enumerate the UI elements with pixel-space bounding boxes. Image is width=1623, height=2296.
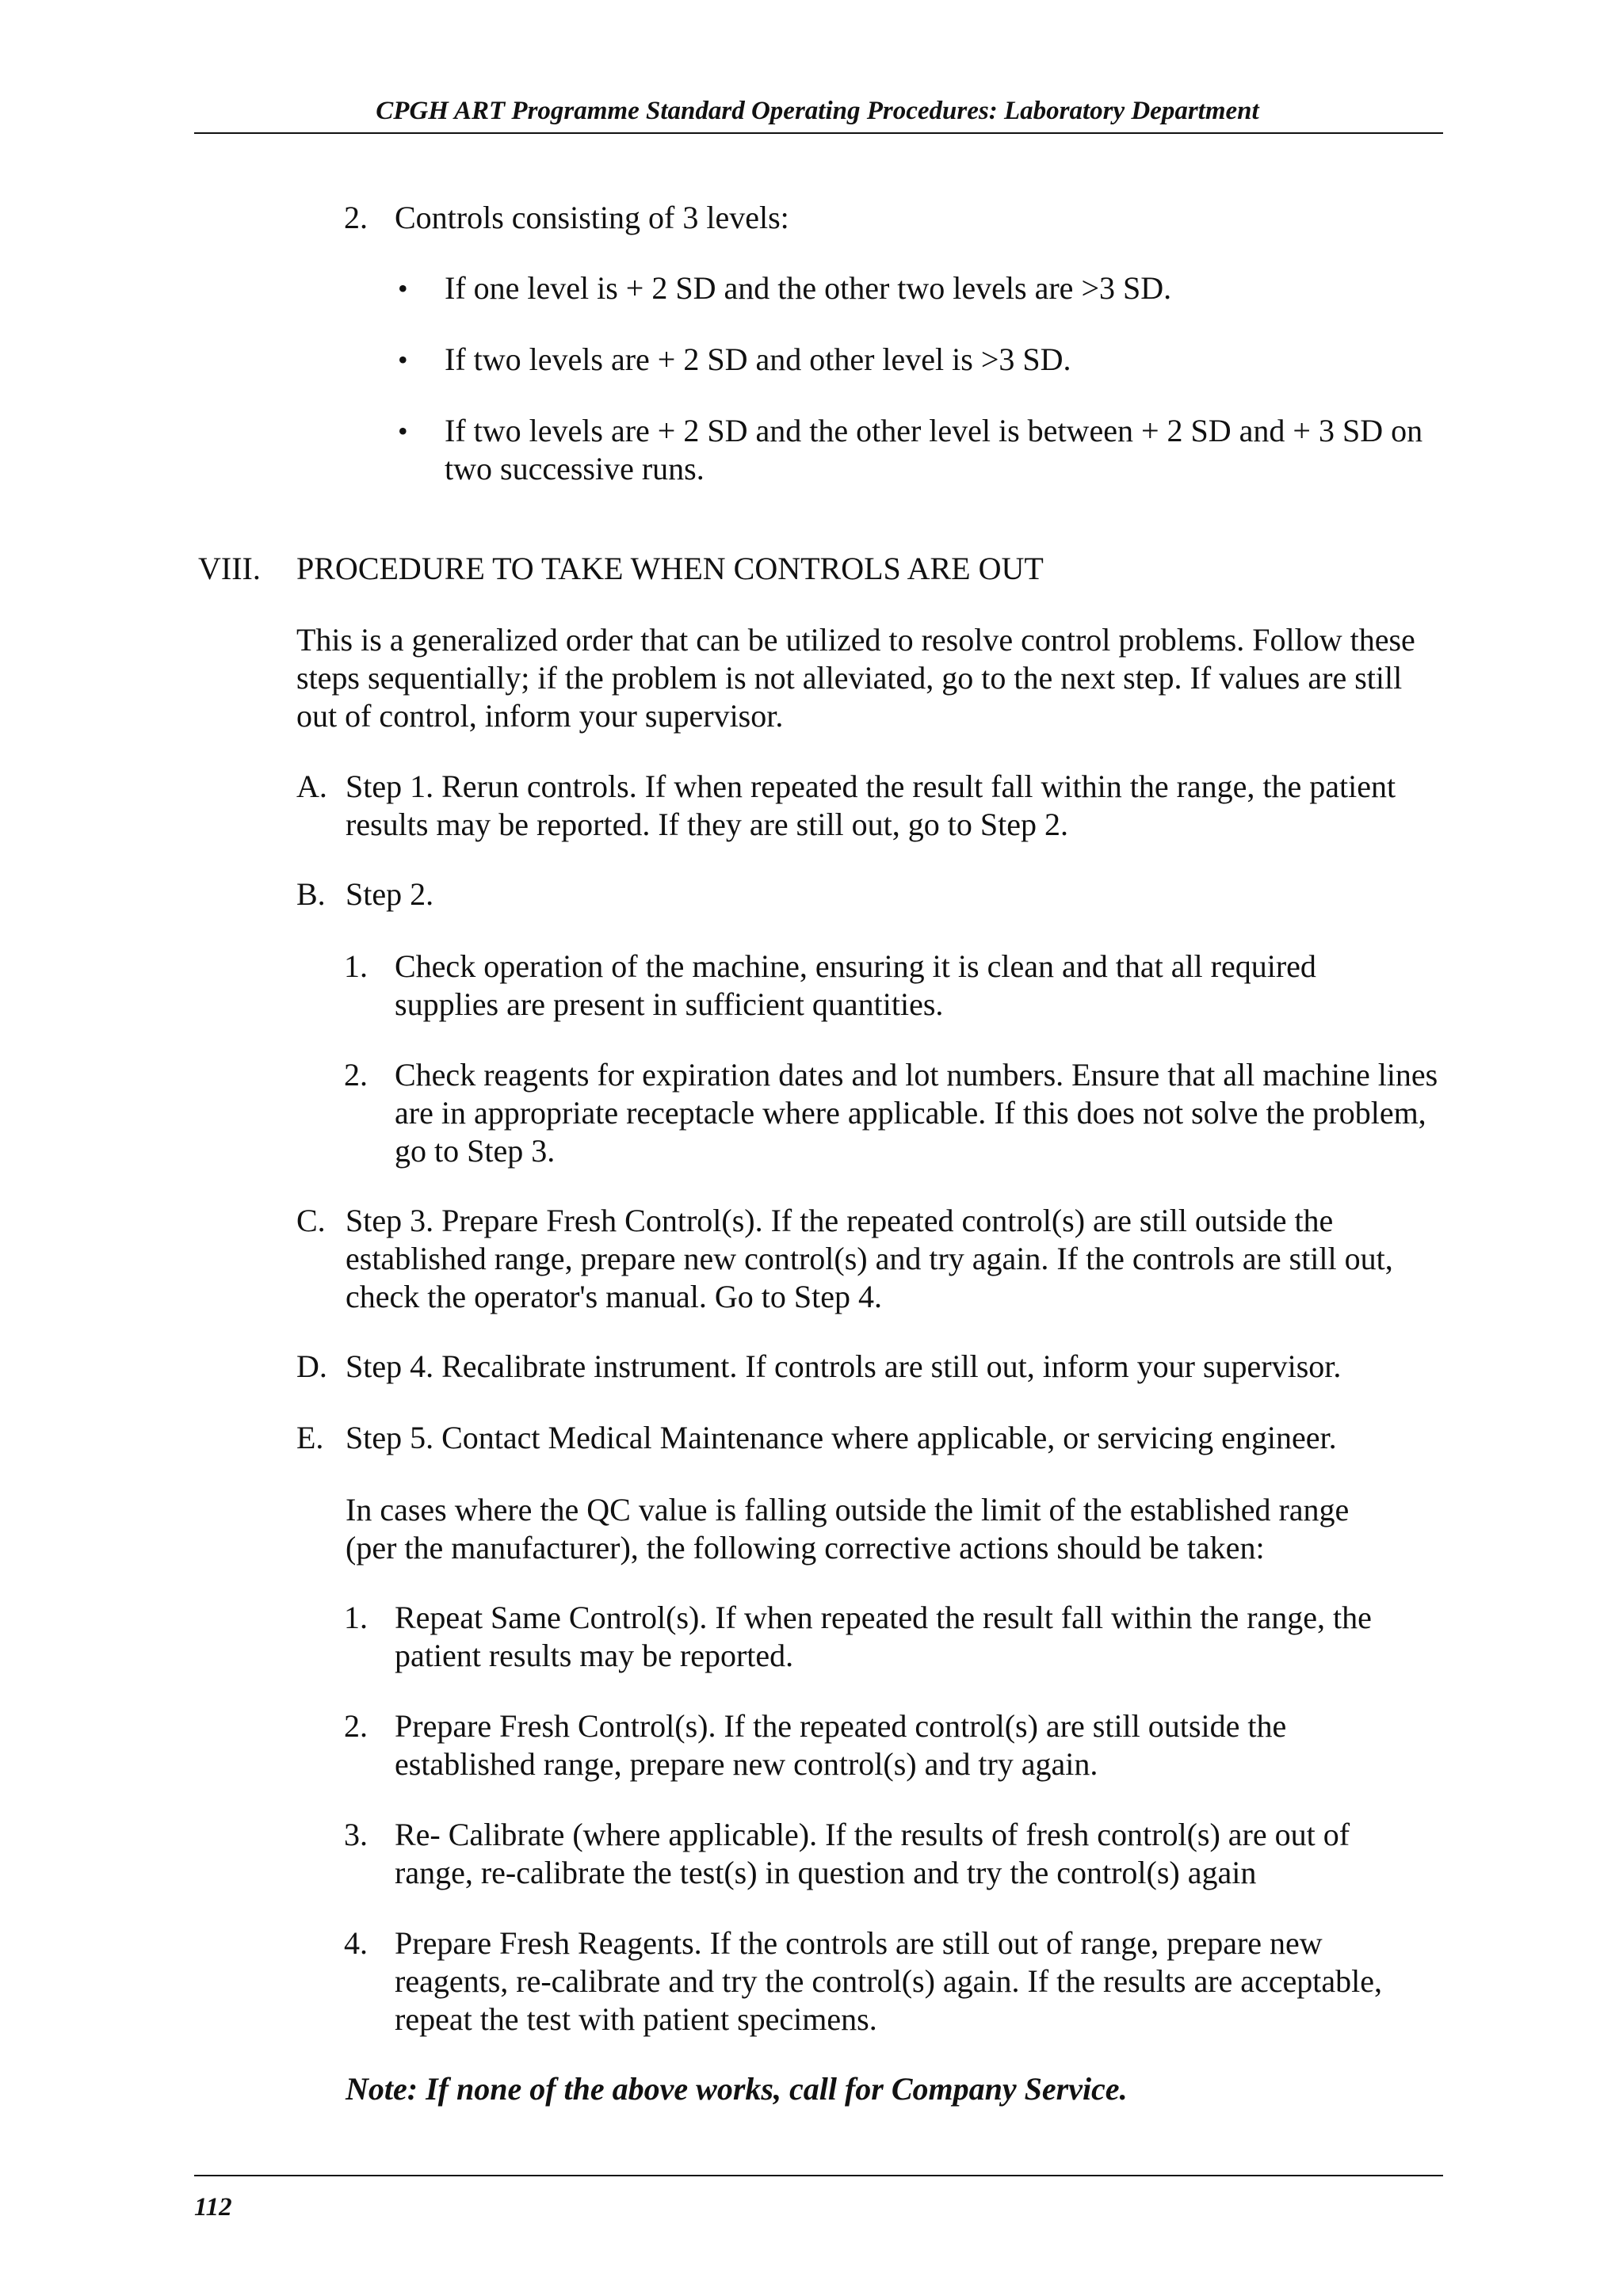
section-numeral: VIII.	[198, 551, 261, 586]
substep-number: 2.	[344, 1057, 368, 1093]
step-text: Step 1. Rerun controls. If when repeated the result fall within the range, the patient results may be reported. If they are still out, go to Step 2.	[346, 769, 1396, 842]
step-text: Step 3. Prepare Fresh Control(s). If the repeated control(s) are still outside the established range, prepare new control(s) and try again. If the controls are still out, check the operator's manual. Go to Step 4.	[346, 1203, 1393, 1314]
corrective-action-text: Prepare Fresh Reagents. If the controls are still out of range, prepare new reagents, re-calibrate and try the control(s) again. If the results are acceptable, repeat the test with patient specimens.	[395, 1925, 1383, 2037]
step-text: Step 4. Recalibrate instrument. If controls are still out, inform your supervisor.	[346, 1348, 1342, 1384]
running-header: CPGH ART Programme Standard Operating Procedures: Laboratory Department	[376, 97, 1259, 125]
step-label: C.	[296, 1203, 326, 1238]
step-text: Step 2.	[346, 876, 434, 912]
substep-text: Check operation of the machine, ensuring it is clean and that all required supplies are present in sufficient quantities.	[395, 948, 1316, 1022]
corrective-action-number: 2.	[344, 1708, 368, 1744]
corrective-intro-paragraph: In cases where the QC value is falling outside the limit of the established range (per the manufacturer), the following corrective actions should be taken:	[346, 1492, 1350, 1566]
footer-rule	[194, 2175, 1443, 2176]
closing-note: Note: If none of the above works, call for Company Service.	[346, 2071, 1128, 2107]
corrective-action-text: Repeat Same Control(s). If when repeated the result fall within the range, the patient results may be reported.	[395, 1600, 1372, 1673]
step-label: E.	[296, 1420, 324, 1455]
step-label: D.	[296, 1348, 327, 1384]
section-heading: PROCEDURE TO TAKE WHEN CONTROLS ARE OUT	[296, 551, 1044, 586]
step-label: B.	[296, 876, 326, 912]
corrective-action-number: 3.	[344, 1817, 368, 1852]
list-number: 2.	[344, 200, 368, 235]
page-number: 112	[194, 2193, 232, 2222]
bullet-text: If one level is + 2 SD and the other two levels are >3 SD.	[445, 270, 1172, 306]
corrective-action-text: Prepare Fresh Control(s). If the repeated control(s) are still outside the established range, prepare new control(s) and try again.	[395, 1708, 1287, 1782]
bullet-icon: •	[398, 344, 408, 376]
step-text: Step 5. Contact Medical Maintenance where applicable, or servicing engineer.	[346, 1420, 1337, 1455]
substep-text: Check reagents for expiration dates and lot numbers. Ensure that all machine lines are in appropriate receptacle where applicable. If this does not solve the problem, go to Step 3.	[395, 1057, 1438, 1169]
bullet-text: If two levels are + 2 SD and the other level is between + 2 SD and + 3 SD on two successive runs.	[445, 413, 1423, 486]
section-intro-paragraph: This is a generalized order that can be utilized to resolve control problems. Follow these steps sequentially; if the problem is not alleviated, go to the next step. If values are still out of control, inform your supervisor.	[296, 622, 1415, 734]
substep-number: 1.	[344, 948, 368, 984]
corrective-action-text: Re- Calibrate (where applicable). If the results of fresh control(s) are out of range, re-calibrate the test(s) in question and try the control(s) again	[395, 1817, 1350, 1890]
bullet-text: If two levels are + 2 SD and other level is >3 SD.	[445, 341, 1071, 377]
header-rule	[194, 132, 1443, 134]
list-item-text: Controls consisting of 3 levels:	[395, 200, 789, 235]
corrective-action-number: 4.	[344, 1925, 368, 1961]
step-label: A.	[296, 769, 327, 804]
bullet-icon: •	[398, 273, 408, 304]
bullet-icon: •	[398, 415, 408, 447]
corrective-action-number: 1.	[344, 1600, 368, 1635]
